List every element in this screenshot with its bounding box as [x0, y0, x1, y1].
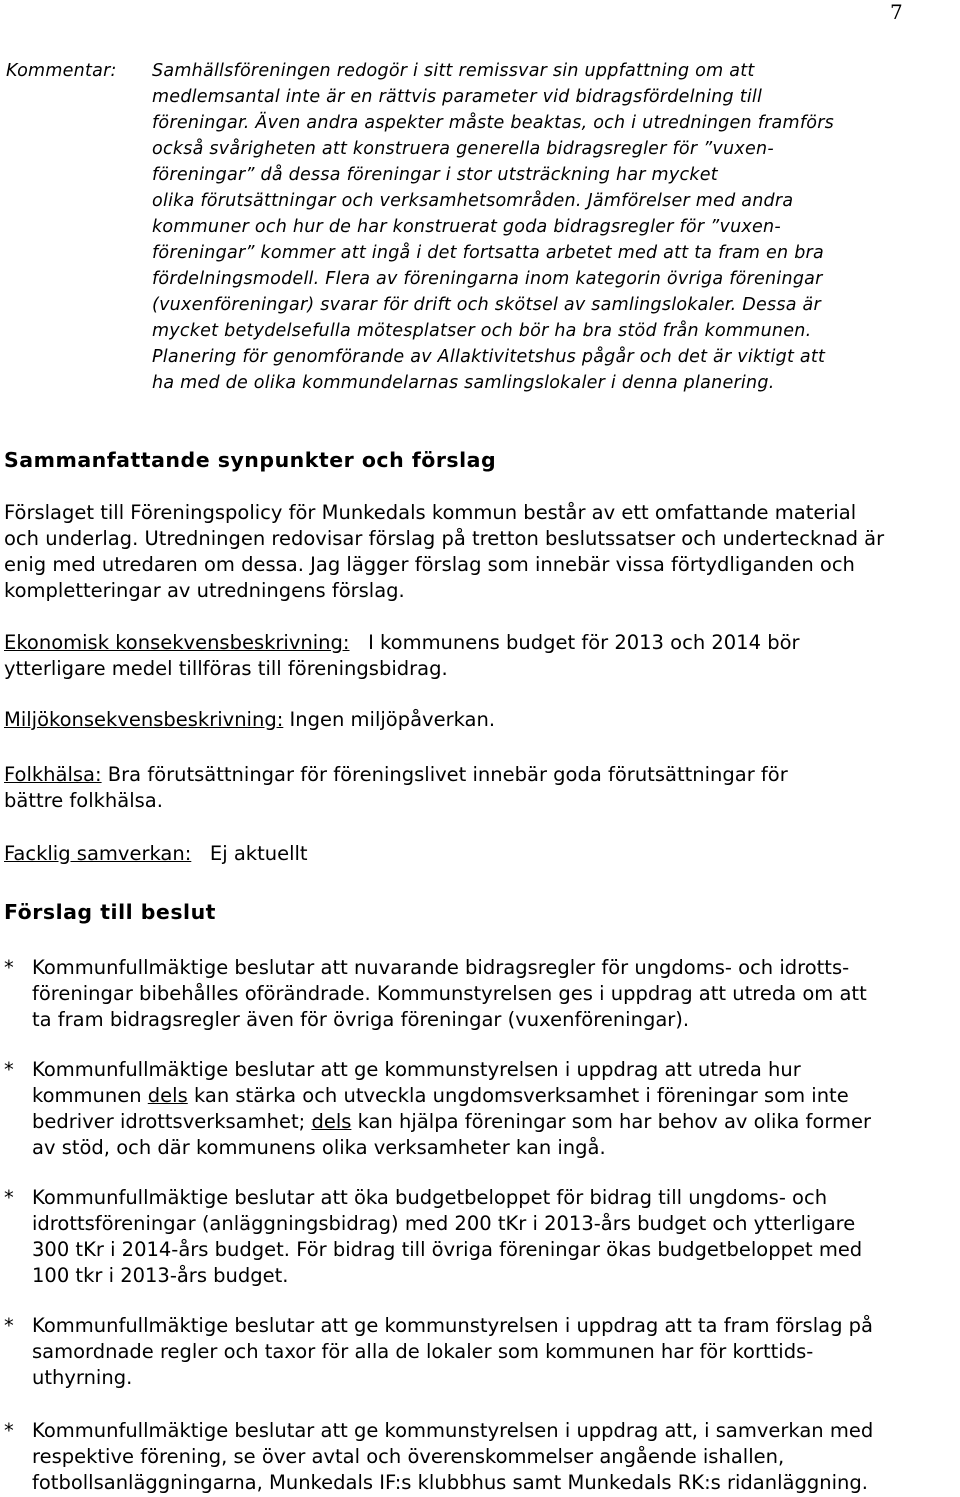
comment-line: medlemsantal inte är en rättvis parameter vid bidragsfördelning till: [152, 87, 763, 107]
environment-paragraph: [4, 707, 960, 733]
summary-line: kompletteringar av utredningens förslag.: [4, 579, 405, 602]
comment-line: föreningar” kommer att ingå i det fortsatta arbetet med att ta fram en bra: [152, 243, 824, 263]
decision-line: [32, 1109, 960, 1135]
summary-paragraph: [4, 500, 960, 604]
summary-line: och underlag. Utredningen redovisar förslag på tretton beslutssatser och undertecknad är: [4, 527, 885, 550]
comment-line: (vuxenföreningar) svarar för drift och skötsel av samlingslokaler. Dessa är: [152, 295, 821, 315]
health-label: Folkhälsa:: [4, 763, 102, 786]
decision-line: idrottsföreningar (anläggningsbidrag) med 200 tKr i 2013-års budget och ytterligare: [32, 1212, 856, 1235]
emphasis-dels: dels: [311, 1110, 352, 1133]
union-paragraph: [4, 841, 960, 867]
economic-line: ytterligare medel tillföras till föreningsbidrag.: [4, 657, 448, 680]
bullet-marker: *: [4, 1058, 14, 1081]
decision-text-part: kan stärka och utveckla ungdomsverksamhet i föreningar som inte: [187, 1084, 849, 1107]
economic-paragraph: [4, 630, 960, 682]
comment-label: Kommentar:: [6, 61, 117, 81]
health-line: [4, 762, 960, 788]
decision-line: Kommunfullmäktige beslutar att ge kommunstyrelsen i uppdrag att utreda hur: [32, 1058, 801, 1081]
comment-line: fördelningsmodell. Flera av föreningarna inom kategorin övriga föreningar: [152, 269, 823, 289]
environment-line: [4, 707, 960, 733]
summary-line: Förslaget till Föreningspolicy för Munkedals kommun består av ett omfattande material: [4, 501, 857, 524]
decision-line: uthyrning.: [32, 1366, 133, 1389]
decision-text: [32, 1313, 960, 1391]
comment-line: Planering för genomförande av Allaktivitetshus pågår och det är viktigt att: [152, 347, 826, 367]
bullet-marker: *: [4, 1186, 14, 1209]
decision-text: [32, 1057, 960, 1161]
environment-text: Ingen miljöpåverkan.: [289, 708, 496, 731]
decision-line: respektive förening, se över avtal och överenskommelser angående ishallen,: [32, 1445, 785, 1468]
union-text: Ej aktuellt: [209, 842, 308, 865]
health-text: Bra förutsättningar för föreningslivet innebär goda förutsättningar för: [107, 763, 788, 786]
comment-line: Samhällsföreningen redogör i sitt remissvar sin uppfattning om att: [152, 61, 755, 81]
economic-line: [4, 630, 960, 656]
decision-line: 300 tKr i 2014-års budget. För bidrag till övriga föreningar ökas budgetbeloppet med: [32, 1238, 863, 1261]
health-line: bättre folkhälsa.: [4, 789, 163, 812]
comment-line: ha med de olika kommundelarnas samlingslokaler i denna planering.: [152, 373, 775, 393]
union-label: Facklig samverkan:: [4, 842, 192, 865]
environment-label: Miljökonsekvensbeskrivning:: [4, 708, 284, 731]
comment-line: olika förutsättningar och verksamhetsområden. Jämförelser med andra: [152, 191, 794, 211]
summary-heading: Sammanfattande synpunkter och förslag: [4, 448, 497, 472]
health-paragraph: [4, 762, 960, 814]
bullet-marker: *: [4, 1419, 14, 1442]
decision-line: 100 tkr i 2013-års budget.: [32, 1264, 289, 1287]
emphasis-dels: dels: [147, 1084, 188, 1107]
decision-text-part: bedriver idrottsverksamhet;: [32, 1110, 312, 1133]
decision-line: Kommunfullmäktige beslutar att nuvarande bidragsregler för ungdoms- och idrotts-: [32, 956, 850, 979]
decision-text: [32, 1185, 960, 1289]
comment-line: också svårigheten att konstruera generella bidragsregler för ”vuxen-: [152, 139, 774, 159]
decision-text: [32, 955, 960, 1033]
decision-line: samordnade regler och taxor för alla de lokaler som kommunen har för korttids-: [32, 1340, 814, 1363]
economic-text: I kommunens budget för 2013 och 2014 bör: [368, 631, 800, 654]
comment-line: mycket betydelsefulla mötesplatser och bör ha bra stöd från kommunen.: [152, 321, 812, 341]
decision-line: fotbollsanläggningarna, Munkedals IF:s klubbhus samt Munkedals RK:s ridanläggning.: [32, 1471, 868, 1494]
decision-text-part: kommunen: [32, 1084, 148, 1107]
decision-line: Kommunfullmäktige beslutar att ge kommunstyrelsen i uppdrag att ta fram förslag på: [32, 1314, 873, 1337]
comment-line: föreningar” då dessa föreningar i stor utsträckning har mycket: [152, 165, 718, 185]
decision-line: ta fram bidragsregler även för övriga föreningar (vuxenföreningar).: [32, 1008, 690, 1031]
decision-line: föreningar bibehålles oförändrade. Kommunstyrelsen ges i uppdrag att utreda om att: [32, 982, 867, 1005]
comment-body: [152, 58, 960, 396]
decision-line: [32, 1083, 960, 1109]
decision-line: av stöd, och där kommunens olika verksamheter kan ingå.: [32, 1136, 606, 1159]
union-line: [4, 841, 960, 867]
bullet-marker: *: [4, 1314, 14, 1337]
decision-text: [32, 1418, 960, 1496]
economic-label: Ekonomisk konsekvensbeskrivning:: [4, 631, 350, 654]
decision-line: Kommunfullmäktige beslutar att öka budgetbeloppet för bidrag till ungdoms- och: [32, 1186, 828, 1209]
decision-text-part: kan hjälpa föreningar som har behov av olika former: [351, 1110, 872, 1133]
summary-line: enig med utredaren om dessa. Jag lägger förslag som innebär vissa förtydliganden och: [4, 553, 855, 576]
page-number: 7: [890, 0, 903, 24]
decision-line: Kommunfullmäktige beslutar att ge kommunstyrelsen i uppdrag att, i samverkan med: [32, 1419, 874, 1442]
bullet-marker: *: [4, 956, 14, 979]
decision-heading: Förslag till beslut: [4, 900, 216, 924]
comment-line: kommuner och hur de har konstruerat goda bidragsregler för ”vuxen-: [152, 217, 781, 237]
comment-line: föreningar. Även andra aspekter måste beaktas, och i utredningen framförs: [152, 113, 835, 133]
